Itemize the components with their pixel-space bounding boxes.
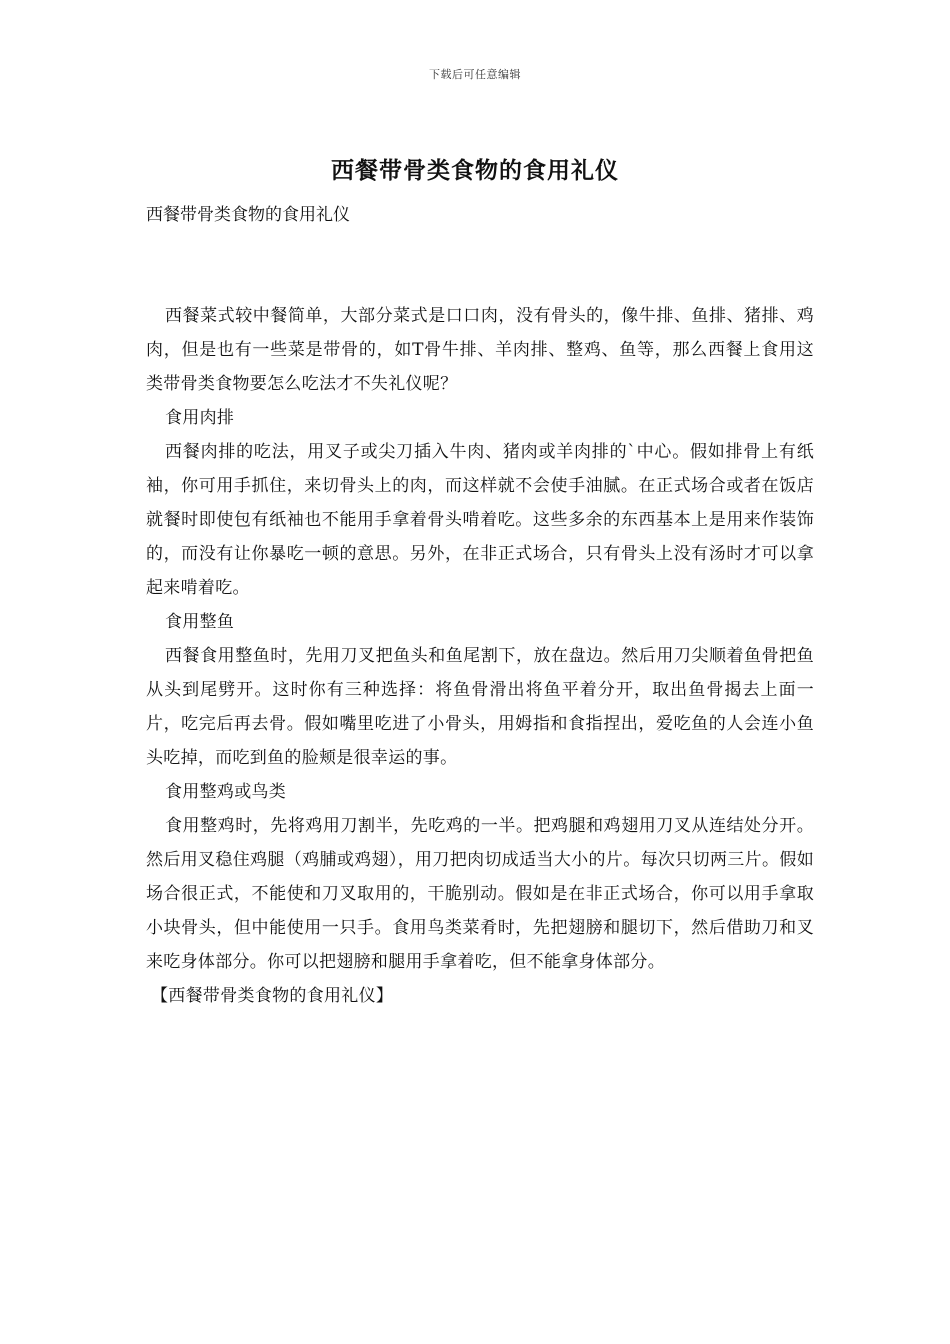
section-heading-poultry: 食用整鸡或鸟类: [165, 782, 287, 802]
page-title: 西餐带骨类食物的食用礼仪: [331, 157, 619, 184]
article-body: [146, 299, 814, 1013]
section-heading-meat: 食用肉排: [165, 408, 235, 428]
intro-paragraph: 西餐菜式较中餐简单，大部分菜式是口口肉，没有骨头的，像牛排、鱼排、猪排、鸡肉，但是也有一些菜是带骨的，如T骨牛排、羊肉排、整鸡、鱼等，那么西餐上食用这类带骨类食物要怎么吃法才不失礼仪呢？: [146, 306, 814, 394]
header-note: 下载后可任意编辑: [429, 68, 521, 81]
section-heading-fish: 食用整鱼: [165, 612, 235, 632]
closing-line: 【西餐带骨类食物的食用礼仪】: [151, 986, 394, 1006]
section-body-fish: 西餐食用整鱼时，先用刀叉把鱼头和鱼尾割下，放在盘边。然后用刀尖顺着鱼骨把鱼从头到尾劈开。这时你有三种选择：将鱼骨滑出将鱼平着分开，取出鱼骨揭去上面一片，吃完后再去骨。假如嘴里吃进了小骨头，用姆指和食指捏出，爱吃鱼的人会连小鱼头吃掉，而吃到鱼的脸颊是很幸运的事。: [146, 646, 814, 768]
section-body-poultry: 食用整鸡时，先将鸡用刀割半，先吃鸡的一半。把鸡腿和鸡翅用刀叉从连结处分开。然后用叉稳住鸡腿（鸡脯或鸡翅），用刀把肉切成适当大小的片。每次只切两三片。假如场合很正式，不能使和刀叉取用的，干脆别动。假如是在非正式场合，你可以用手拿取小块骨头，但中能使用一只手。食用鸟类菜肴时，先把翅膀和腿切下，然后借助刀和叉来吃身体部分。你可以把翅膀和腿用手拿着吃，但不能拿身体部分。: [146, 816, 814, 972]
page-subtitle: 西餐带骨类食物的食用礼仪: [146, 205, 350, 225]
section-body-meat: 西餐肉排的吃法，用叉子或尖刀插入牛肉、猪肉或羊肉排的`中心。假如排骨上有纸袖，你可用手抓住，来切骨头上的肉，而这样就不会使手油腻。在正式场合或者在饭店就餐时即使包有纸袖也不能用手拿着骨头啃着吃。这些多余的东西基本上是用来作装饰的，而没有让你暴吃一顿的意思。另外，在非正式场合，只有骨头上没有汤时才可以拿起来啃着吃。: [146, 442, 814, 598]
